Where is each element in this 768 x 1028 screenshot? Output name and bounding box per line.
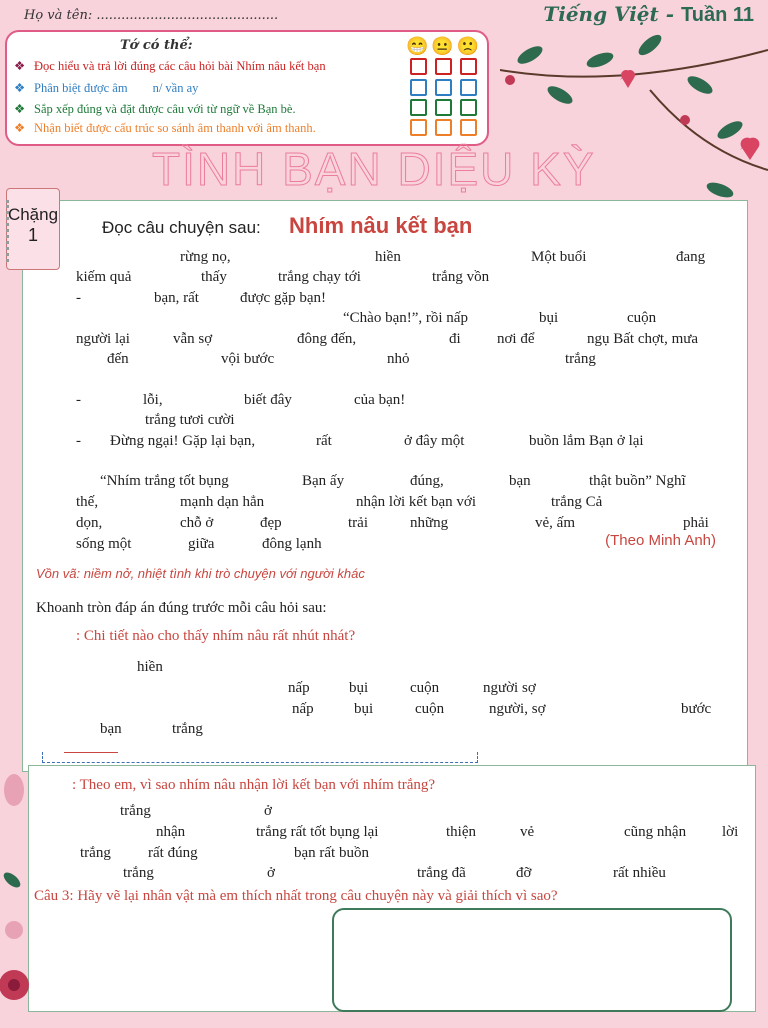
objective-text: Phân biệt được âm n/ vần ay bbox=[34, 81, 199, 95]
objective-text: Sắp xếp đúng và đặt được câu với từ ngữ về Bạn bè. bbox=[34, 102, 296, 116]
sad-face-icon: 🙁 bbox=[456, 36, 483, 57]
spiral-binding bbox=[6, 200, 15, 262]
stage-label: Chặng bbox=[7, 205, 59, 224]
objective-text: Nhận biết được cấu trúc so sánh âm thanh với âm thanh. bbox=[34, 121, 316, 135]
self-check-box[interactable] bbox=[410, 79, 427, 96]
checkbox-row bbox=[410, 79, 485, 100]
self-check-box[interactable] bbox=[410, 99, 427, 116]
objective-item bbox=[14, 101, 296, 117]
self-check-box[interactable] bbox=[435, 119, 452, 136]
main-title: TÌNH BẠN DIỆU KỲ bbox=[152, 143, 596, 195]
diamond-bullet-icon: ❖ bbox=[14, 59, 26, 73]
self-check-box[interactable] bbox=[460, 58, 477, 75]
objective-item bbox=[14, 120, 316, 136]
happy-face-icon: 😁 bbox=[406, 36, 432, 57]
name-field[interactable] bbox=[24, 8, 278, 23]
dashed-frame bbox=[42, 752, 478, 763]
left-floral-decoration bbox=[0, 770, 30, 1024]
diamond-bullet-icon: ❖ bbox=[14, 121, 26, 135]
diamond-bullet-icon: ❖ bbox=[14, 102, 26, 116]
flower-icon bbox=[0, 770, 30, 1024]
drawing-area[interactable] bbox=[332, 908, 732, 1012]
self-check-box[interactable] bbox=[460, 99, 477, 116]
objective-item bbox=[14, 58, 326, 74]
stage-number: 1 bbox=[27, 225, 38, 245]
exercise-instruction: Khoanh tròn đáp án đúng trước mỗi câu hỏi sau: bbox=[36, 600, 327, 616]
subject-week bbox=[543, 2, 754, 27]
diamond-bullet-icon: ❖ bbox=[14, 81, 26, 95]
self-check-box[interactable] bbox=[460, 79, 477, 96]
objectives-title: Tớ có thể: bbox=[120, 38, 193, 53]
vocab-note: Vồn vã: niềm nở, nhiệt tình khi trò chuyện với người khác bbox=[36, 566, 365, 581]
objective-item bbox=[14, 80, 198, 96]
story-title: Nhím nâu kết bạn bbox=[289, 213, 473, 238]
emoji-faces bbox=[406, 36, 482, 57]
week-label: Tuần 11 bbox=[681, 4, 754, 26]
neutral-face-icon: 😐 bbox=[431, 36, 457, 57]
self-check-box[interactable] bbox=[460, 119, 477, 136]
checkbox-row bbox=[410, 58, 485, 79]
reading-instruction: Đọc câu chuyện sau: bbox=[102, 218, 261, 237]
self-check-box[interactable] bbox=[435, 58, 452, 75]
checkbox-row bbox=[410, 99, 485, 120]
story-source: (Theo Minh Anh) bbox=[605, 532, 716, 549]
checkbox-row bbox=[410, 119, 485, 140]
self-check-box[interactable] bbox=[435, 99, 452, 116]
objective-text: Đọc hiểu và trả lời đúng các câu hỏi bài Nhím nâu kết bạn bbox=[34, 59, 326, 73]
question-1: : Chi tiết nào cho thấy nhím nâu rất nhút nhát? bbox=[76, 628, 356, 644]
question-2: : Theo em, vì sao nhím nâu nhận lời kết bạn với nhím trắng? bbox=[72, 777, 436, 793]
name-label: Họ và tên: bbox=[24, 8, 93, 23]
self-check-box[interactable] bbox=[410, 58, 427, 75]
subject-label: Tiếng Việt - bbox=[543, 2, 675, 26]
self-check-box[interactable] bbox=[410, 119, 427, 136]
question-3: Câu 3: Hãy vẽ lại nhân vật mà em thích nhất trong câu chuyện này và giải thích vì sao? bbox=[34, 888, 558, 904]
self-check-box[interactable] bbox=[435, 79, 452, 96]
name-dots: ............................................ bbox=[96, 8, 279, 23]
